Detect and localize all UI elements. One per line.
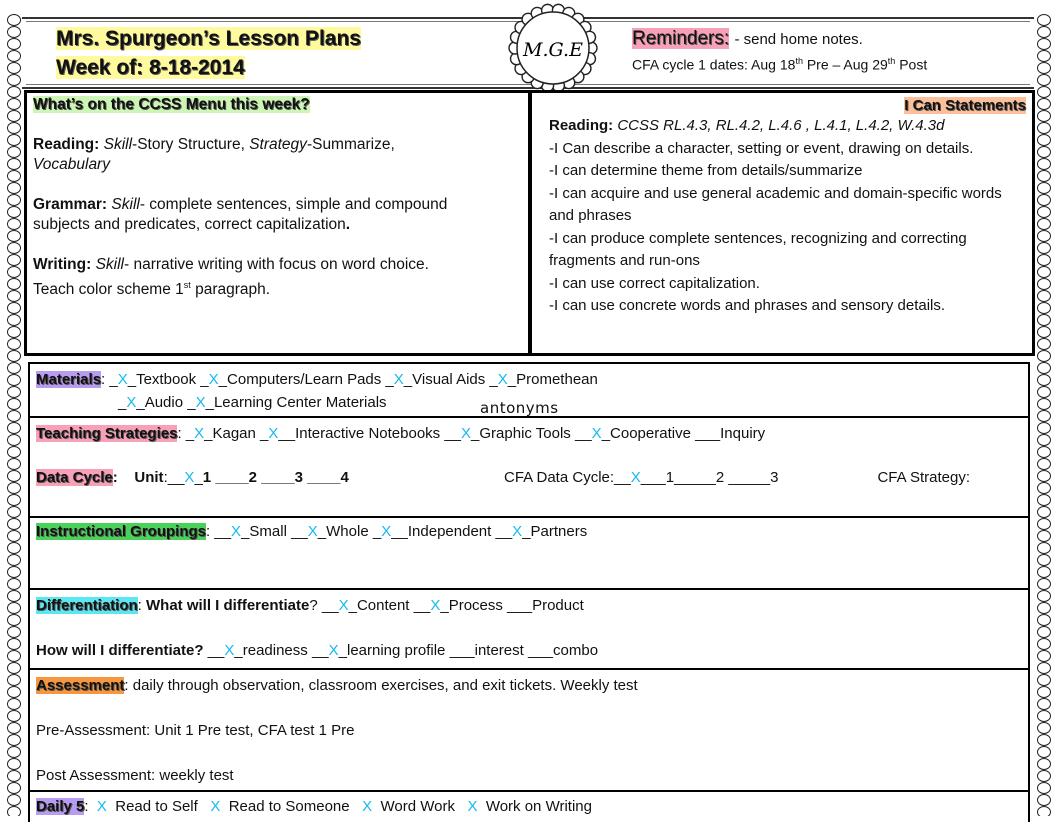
- daily5-row: Daily 5: X Read to Self X Read to Someone X Word Work X Work on Writing: [36, 798, 592, 815]
- i-can-item: -I Can describe a character, setting or event, drawing on details.: [549, 139, 974, 157]
- scallop-loop: [1037, 626, 1051, 638]
- scallop-loop: [7, 350, 21, 362]
- scallop-loop: [7, 554, 21, 566]
- scallop-loop: [1037, 410, 1051, 422]
- row-divider: [28, 790, 1030, 792]
- antonyms-overflow: antonyms: [480, 399, 559, 417]
- scallop-loop: [7, 38, 21, 50]
- scallop-loop: [1037, 530, 1051, 542]
- assessment-row: Assessment: daily through observation, classroom exercises, and exit tickets. Weekly test: [36, 677, 638, 694]
- scallop-loop: [7, 782, 21, 794]
- scallop-loop: [7, 806, 21, 816]
- i-can-item: -I can use concrete words and phrases and sensory details.: [549, 297, 946, 314]
- materials-row: Materials: _X_Textbook _X_Computers/Learn Pads _X_Visual Aids _X_Promethean: [36, 371, 598, 388]
- scallop-loop: [7, 722, 21, 734]
- scallop-loop: [7, 14, 21, 26]
- scallop-loop: [7, 758, 21, 770]
- scallop-loop: [1037, 290, 1051, 302]
- scallop-loop: [1037, 698, 1051, 710]
- scallop-loop: [7, 794, 21, 806]
- scallop-loop: [7, 194, 21, 206]
- scallop-loop: [1037, 590, 1051, 602]
- scallop-loop: [1037, 722, 1051, 734]
- scallop-loop: [1037, 86, 1051, 98]
- scallop-loop: [7, 206, 21, 218]
- scallop-loop: [7, 506, 21, 518]
- scallop-loop: [1037, 458, 1051, 470]
- scallop-loop: [7, 770, 21, 782]
- scallop-loop: [1037, 98, 1051, 110]
- scallop-loop: [7, 446, 21, 458]
- scallop-loop: [7, 374, 21, 386]
- scallop-loop: [1037, 230, 1051, 242]
- scallop-loop: [7, 434, 21, 446]
- scallop-loop: [1037, 350, 1051, 362]
- lesson-plan-title: Mrs. Spurgeon’s Lesson Plans: [56, 27, 361, 50]
- scallop-loop: [1037, 566, 1051, 578]
- scallop-loop: [1037, 266, 1051, 278]
- row-divider: [28, 588, 1030, 590]
- scallop-loop: [1037, 734, 1051, 746]
- scallop-loop: [1037, 38, 1051, 50]
- daily5-label: Daily 5: [36, 798, 85, 815]
- scallop-loop: [1037, 14, 1051, 26]
- scallop-loop: [7, 698, 21, 710]
- scallop-loop: [7, 158, 21, 170]
- week-of: Week of: 8-18-2014: [56, 56, 245, 79]
- scallop-loop: [1037, 26, 1051, 38]
- scallop-loop: [1037, 614, 1051, 626]
- scallop-loop: [1037, 314, 1051, 326]
- scallop-loop: [1037, 122, 1051, 134]
- scallop-loop: [1037, 398, 1051, 410]
- scallop-loop: [7, 410, 21, 422]
- scallop-loop: [7, 266, 21, 278]
- scallop-loop: [7, 746, 21, 758]
- scallop-loop: [1037, 806, 1051, 816]
- i-can-reading: Reading: CCSS RL.4.3, RL.4.2, L.4.6 , L.4.1, L.4.2, W.4.3d: [549, 117, 945, 134]
- scallop-loop: [1037, 158, 1051, 170]
- scallop-loop: [7, 314, 21, 326]
- cfa-data-cycle: CFA Data Cycle:__X___1_____2 _____3: [504, 469, 779, 486]
- differentiation-row: Differentiation: What will I differentiate? __X_Content __X_Process ___Product: [36, 597, 584, 614]
- scallop-loop: [7, 674, 21, 686]
- reminder-1: - send home notes.: [734, 31, 863, 48]
- scallop-loop: [1037, 182, 1051, 194]
- ccss-menu-box: [24, 90, 532, 356]
- scallop-loop: [1037, 74, 1051, 86]
- reminders: [632, 28, 1032, 75]
- scallop-loop: [7, 422, 21, 434]
- scallop-loop: [7, 650, 21, 662]
- scallop-loop: [1037, 638, 1051, 650]
- scallop-loop: [1037, 338, 1051, 350]
- i-can-item: -I can produce complete sentences, recognizing and correcting fragments and run-ons: [549, 229, 967, 269]
- i-can-item: -I can use correct capitalization.: [549, 274, 760, 292]
- scallop-loop: [7, 638, 21, 650]
- scallop-loop: [7, 110, 21, 122]
- scallop-loop: [1037, 434, 1051, 446]
- scallop-loop: [1037, 578, 1051, 590]
- scallop-loop: [1037, 554, 1051, 566]
- data-cycle-label: Data Cycle: [36, 469, 113, 486]
- scallop-loop: [1037, 482, 1051, 494]
- scallop-loop: [7, 278, 21, 290]
- scallop-loop: [1037, 374, 1051, 386]
- reminder-2: CFA cycle 1 dates: Aug 18th Pre – Aug 29th Post: [632, 56, 928, 73]
- cfa-strategy: CFA Strategy:: [877, 469, 970, 486]
- row-divider: [28, 516, 1030, 518]
- scallop-loop: [1037, 494, 1051, 506]
- scallop-loop: [1037, 518, 1051, 530]
- scallop-loop: [1037, 542, 1051, 554]
- pre-assessment: Pre-Assessment: Unit 1 Pre test, CFA test 1 Pre: [36, 722, 355, 739]
- scallop-loop: [1037, 782, 1051, 794]
- i-can-heading: I Can Statements: [904, 97, 1026, 114]
- scallop-loop: [7, 122, 21, 134]
- scallop-loop: [1037, 770, 1051, 782]
- scallop-loop: [1037, 446, 1051, 458]
- scallop-loop: [7, 290, 21, 302]
- scallop-loop: [1037, 674, 1051, 686]
- scallop-loop: [1037, 746, 1051, 758]
- scallop-loop: [7, 242, 21, 254]
- scallop-loop: [7, 686, 21, 698]
- right-scallop-border: [1036, 14, 1054, 816]
- scallop-loop: [1037, 650, 1051, 662]
- scallop-loop: [1037, 662, 1051, 674]
- scallop-loop: [7, 542, 21, 554]
- scallop-loop: [7, 734, 21, 746]
- scallop-loop: [7, 566, 21, 578]
- i-can-item: -I can determine theme from details/summarize: [549, 162, 863, 179]
- scallop-loop: [7, 470, 21, 482]
- scallop-loop: [7, 338, 21, 350]
- row-divider: [28, 668, 1030, 670]
- scallop-loop: [7, 662, 21, 674]
- scallop-loop: [7, 530, 21, 542]
- scallop-loop: [1037, 110, 1051, 122]
- scallop-loop: [7, 626, 21, 638]
- reminders-label: Reminders:: [632, 28, 730, 49]
- teaching-strategies-label: Teaching Strategies: [36, 425, 178, 442]
- assessment-label: Assessment: [36, 677, 125, 694]
- scallop-loop: [1037, 470, 1051, 482]
- left-scallop-border: [6, 14, 24, 816]
- scallop-loop: [1037, 362, 1051, 374]
- groupings-row: Instructional Groupings: __X_Small __X_Whole _X__Independent __X_Partners: [36, 523, 588, 540]
- scallop-loop: [1037, 302, 1051, 314]
- scallop-loop: [7, 494, 21, 506]
- scallop-loop: [1037, 254, 1051, 266]
- i-can-item: -I can acquire and use general academic and domain-specific words and phrases: [549, 184, 1002, 224]
- scallop-loop: [7, 482, 21, 494]
- scallop-loop: [7, 518, 21, 530]
- ccss-reading: Reading: Skill-Story Structure, Strategy-Summarize, Vocabulary: [33, 136, 395, 173]
- scallop-loop: [1037, 242, 1051, 254]
- materials-row-2: _X_Audio _X_Learning Center Materials: [118, 394, 387, 411]
- scallop-loop: [1037, 686, 1051, 698]
- scallop-loop: [7, 710, 21, 722]
- scallop-loop: [7, 50, 21, 62]
- badge-text: M.G.E: [523, 39, 583, 61]
- groupings-label: Instructional Groupings: [36, 523, 207, 540]
- scallop-loop: [1037, 602, 1051, 614]
- scallop-loop: [7, 146, 21, 158]
- scallop-loop: [7, 218, 21, 230]
- scallop-loop: [1037, 206, 1051, 218]
- scallop-loop: [7, 74, 21, 86]
- scallop-loop: [7, 602, 21, 614]
- data-cycle-row: Data Cycle: Unit:__X_1 ____2 ____3 ____4: [36, 469, 349, 486]
- scallop-loop: [7, 362, 21, 374]
- scallop-loop: [1037, 62, 1051, 74]
- scallop-loop: [7, 590, 21, 602]
- scallop-loop: [1037, 710, 1051, 722]
- scallop-loop: [1037, 278, 1051, 290]
- scallop-loop: [7, 26, 21, 38]
- scallop-loop: [1037, 326, 1051, 338]
- scallop-loop: [1037, 50, 1051, 62]
- scallop-loop: [1037, 386, 1051, 398]
- scallop-loop: [1037, 506, 1051, 518]
- scallop-loop: [1037, 134, 1051, 146]
- differentiation-label: Differentiation: [36, 597, 138, 614]
- scallop-loop: [7, 386, 21, 398]
- post-assessment: Post Assessment: weekly test: [36, 767, 234, 784]
- mge-badge: [508, 3, 598, 93]
- ccss-writing: Writing: Skill- narrative writing with focus on word choice. Teach color scheme 1st paragraph.: [33, 256, 429, 299]
- scallop-loop: [7, 614, 21, 626]
- ccss-grammar: Grammar: Skill- complete sentences, simple and compound subjects and predicates, correct capitalization.: [33, 196, 448, 233]
- scallop-loop: [7, 98, 21, 110]
- scallop-loop: [7, 326, 21, 338]
- scallop-loop: [1037, 194, 1051, 206]
- scallop-loop: [1037, 170, 1051, 182]
- scallop-loop: [1037, 422, 1051, 434]
- i-can-box: [528, 90, 1035, 356]
- scallop-loop: [7, 302, 21, 314]
- teaching-strategies-row: Teaching Strategies: _X_Kagan _X__Interactive Notebooks __X_Graphic Tools __X_Cooperative ___Inquiry: [36, 425, 766, 442]
- scallop-loop: [7, 170, 21, 182]
- scallop-loop: [7, 398, 21, 410]
- materials-label: Materials: [36, 371, 102, 388]
- scallop-loop: [7, 62, 21, 74]
- scallop-loop: [7, 86, 21, 98]
- scallop-loop: [7, 458, 21, 470]
- scallop-loop: [1037, 794, 1051, 806]
- scallop-loop: [7, 182, 21, 194]
- ccss-menu-heading: What’s on the CCSS Menu this week?: [33, 96, 310, 113]
- scallop-loop: [7, 254, 21, 266]
- scallop-loop: [7, 134, 21, 146]
- scallop-loop: [1037, 758, 1051, 770]
- differentiation-how-row: How will I differentiate? __X_readiness __X_learning profile ___interest ___combo: [36, 642, 599, 659]
- scallop-loop: [1037, 218, 1051, 230]
- scallop-loop: [7, 230, 21, 242]
- scallop-loop: [1037, 146, 1051, 158]
- scallop-loop: [7, 578, 21, 590]
